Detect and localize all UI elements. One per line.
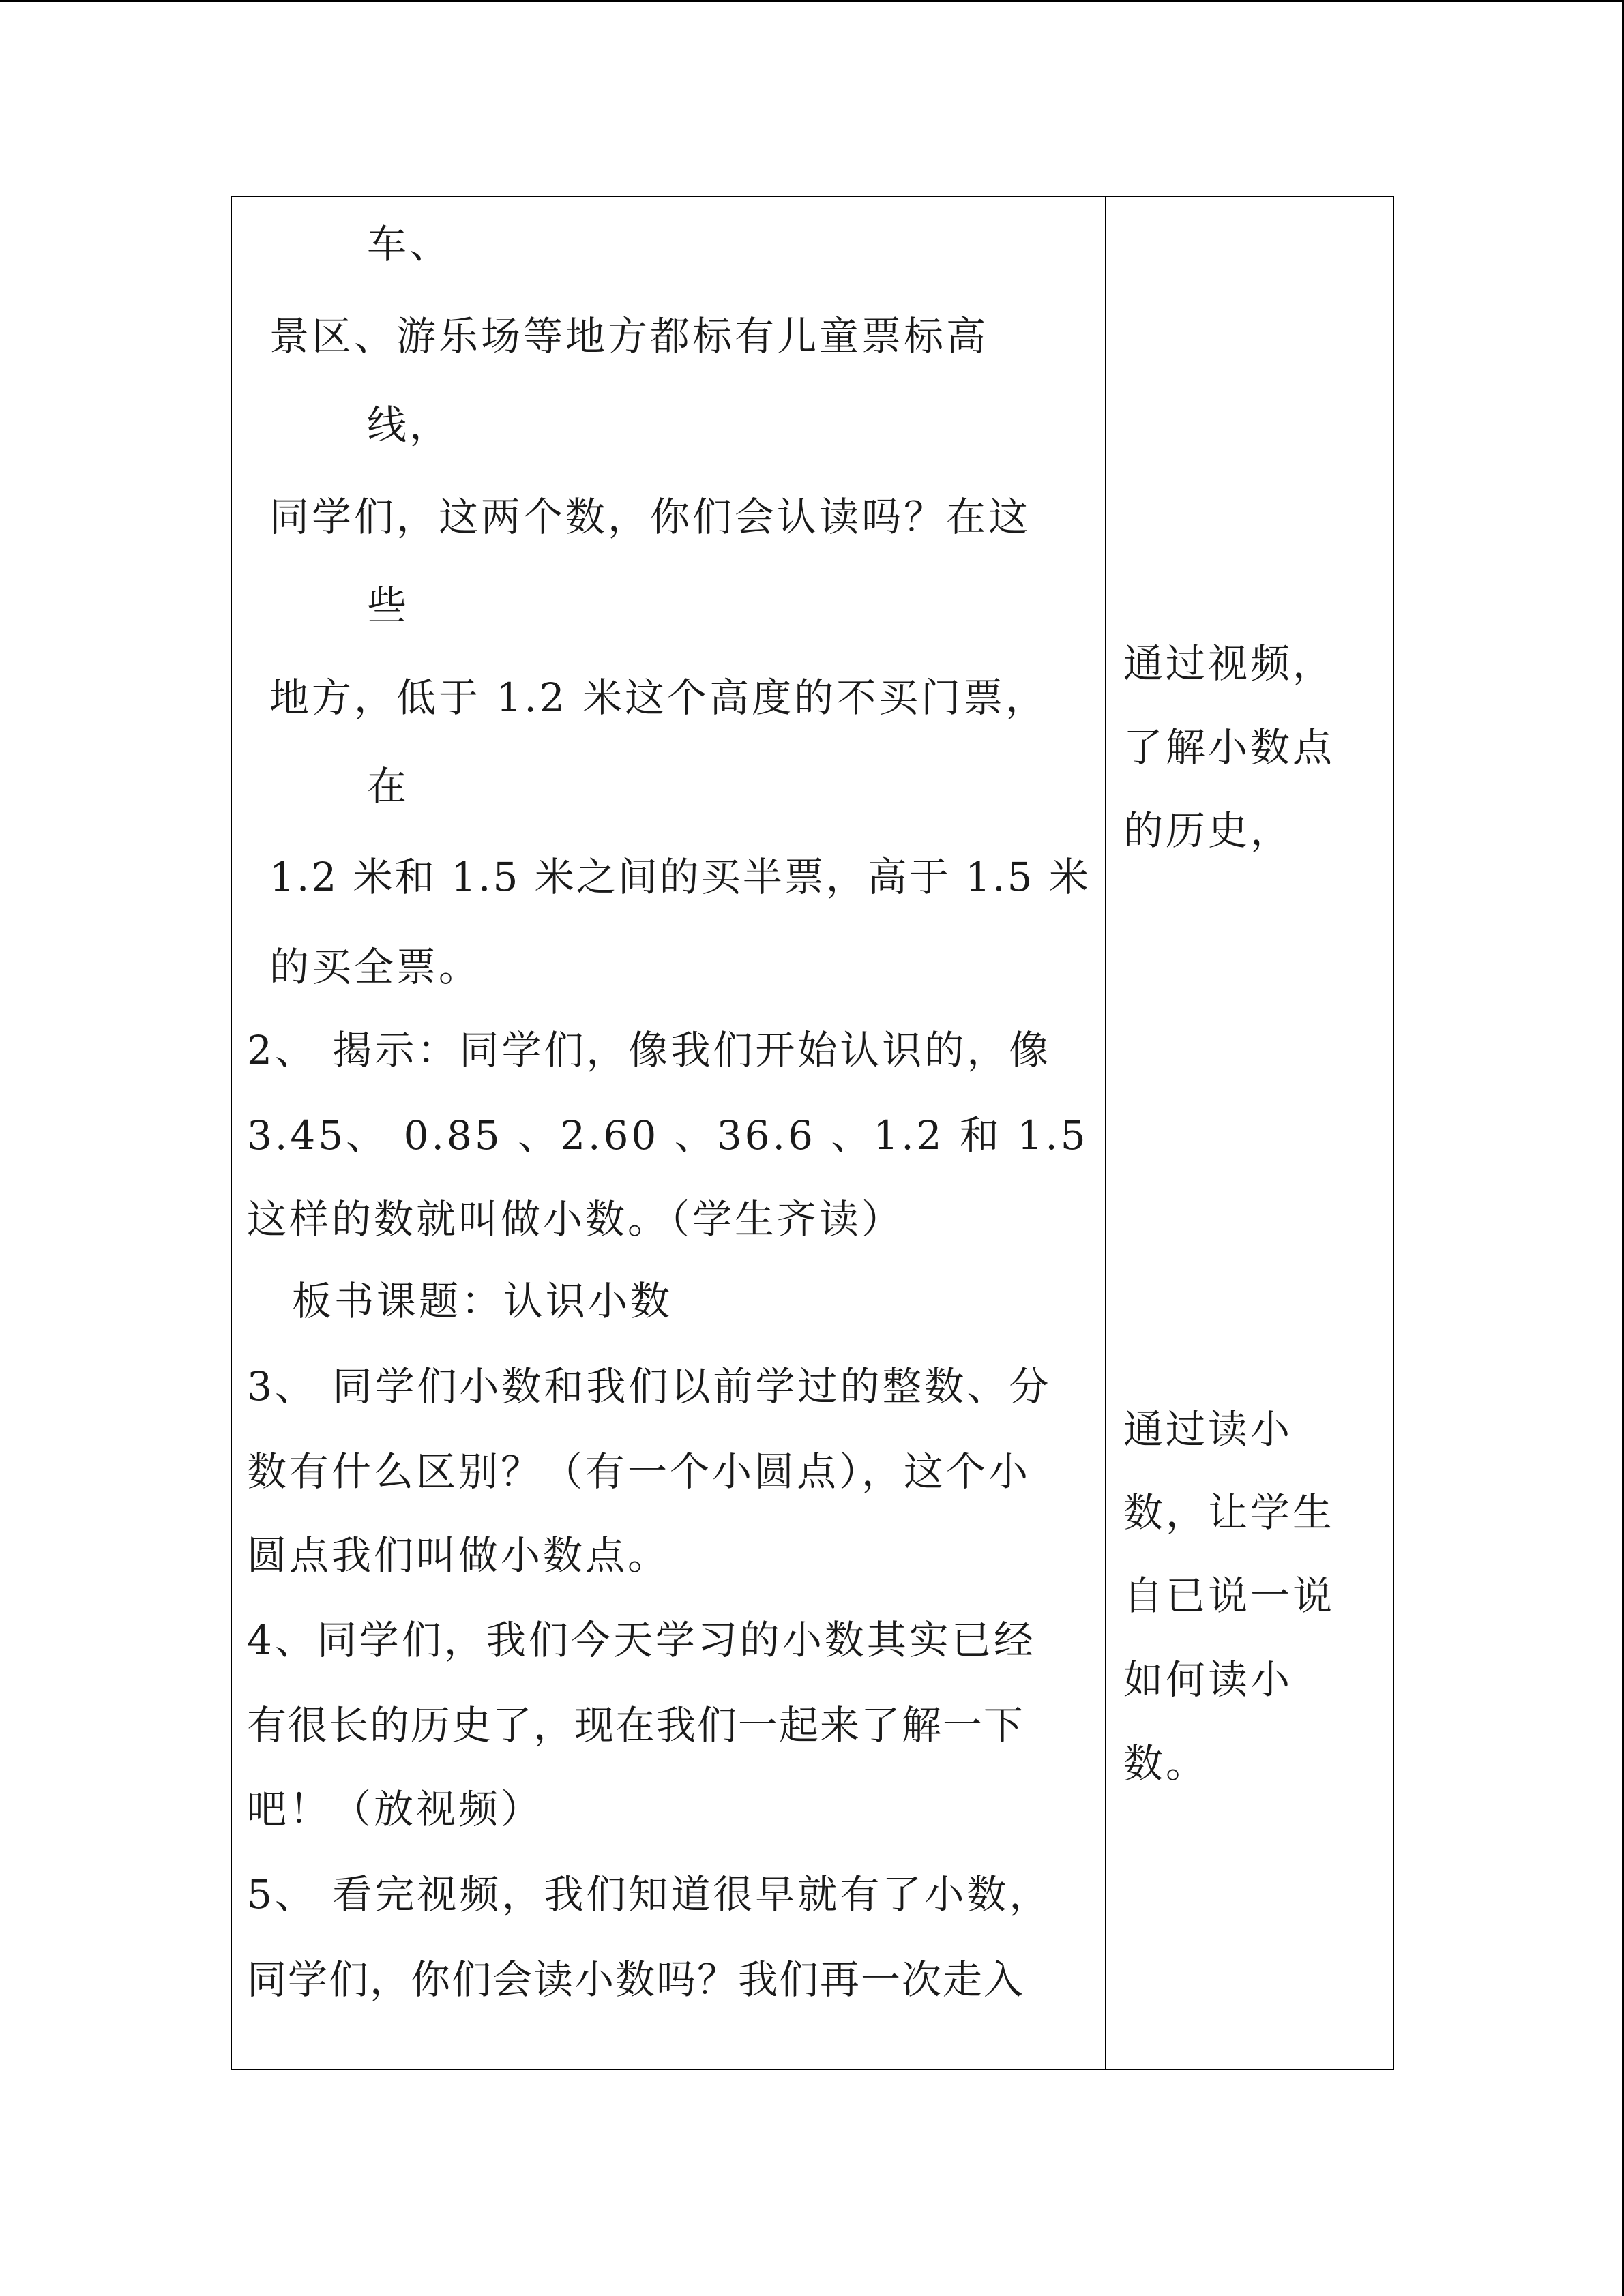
content-line: 板书课题：认识小数 [292,1278,673,1324]
content-line: 数有什么区别？（有一个小圆点），这个小 [247,1448,1031,1495]
content-line: 圆点我们叫做小数点。 [247,1532,670,1579]
content-line: 吧！（放视频） [247,1786,544,1832]
content-line: 2、 揭示：同学们，像我们开始认识的，像 [247,1027,1052,1073]
content-line: 景区、游乐场等地方都标有儿童票标高 [269,313,989,359]
note-line: 如何读小 [1123,1656,1293,1703]
lesson-plan-table [231,196,1394,2070]
note-line: 通过读小 [1123,1406,1293,1452]
content-line: 5、 看完视频，我们知道很早就有了小数， [247,1871,1052,1918]
note-line: 通过视频， [1123,640,1335,687]
content-line: 线， [367,402,452,448]
content-line: 车、 [367,221,452,267]
content-line: 在 [367,763,410,809]
content-line: 些 [367,582,410,629]
note-line: 自已说一说 [1123,1572,1335,1619]
content-line: 同学们，这两个数，你们会认读吗？在这 [269,494,1031,540]
content-line: 3、 同学们小数和我们以前学过的整数、分 [247,1363,1052,1410]
content-line: 这样的数就叫做小数。（学生齐读） [247,1196,904,1242]
note-line: 的历史， [1123,807,1293,854]
note-line: 了解小数点 [1123,724,1335,771]
content-line: 地方，低于 1.2 米这个高度的不买门票， [269,674,1048,721]
content-line: 3.45、 0.85 、2.60 、36.6 、1.2 和 1.5 [247,1112,1089,1159]
note-line: 数。 [1123,1740,1209,1787]
page-top-rule [0,0,1624,2]
content-line: 4、同学们，我们今天学习的小数其实已经 [247,1617,1036,1663]
content-line: 1.2 米和 1.5 米之间的买半票，高于 1.5 米 [269,854,1091,900]
note-line: 数，让学生 [1123,1489,1335,1536]
column-divider [1105,197,1106,2069]
content-line: 有很长的历史了，现在我们一起来了解一下 [247,1702,1025,1748]
content-line: 同学们，你们会读小数吗？我们再一次走入 [247,1956,1025,2003]
content-line: 的买全票。 [269,944,482,990]
